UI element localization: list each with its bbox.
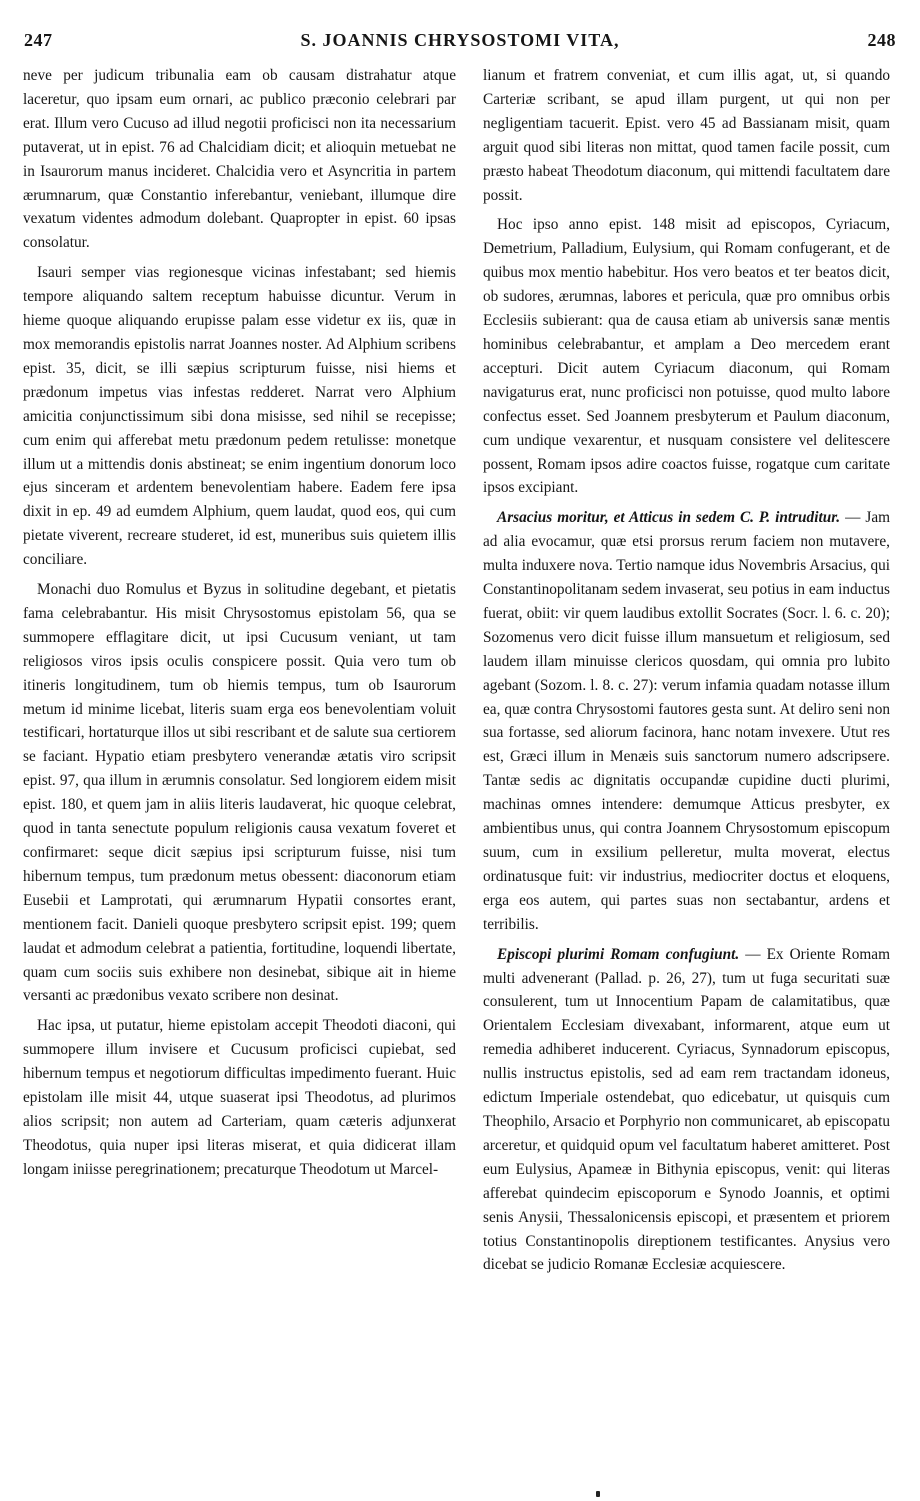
- section-heading-episcopi: Episcopi plurimi Romam confugiunt.: [497, 945, 740, 963]
- left-paragraph-3: Monachi duo Romulus et Byzus in solitudine degebant, et pietatis fama celebrabantur. His misit Chrysostomus epistolam 56, qua se summopere efflagitare dicit, ut ipsi Cucusum veniant, ut tam religiosos viros ipsis oculis conspicere possit. Quia vero tum ob itineris longitudinem, tum ob hiemis tempus, tum ob Isaurorum metum id minime licebat, literis suam erga eos benevolentiam voluit testificari, hortaturque illos ut sibi rescribant et de salute sua certiorem se faciant. Hypatio etiam presbytero venerandæ ætatis viro scripsit epist. 97, qua illum in ærumnis consolatur. Sed longiorem eidem misit epist. 180, et quem jam in aliis literis laudaverat, hic quoque celebrat, quod in tanta senectute populum religionis causa vexatum foveret et confirmaret: seque dicit sæpius ipsi scripturum fuisse, nisi tum hibernum tempus, tum prædonum metus obessent: diaconorum etiam Eusebii et Lamprotati, qui ærumnarum Hypatii consortes erant, mentionem facit. Danieli quoque presbytero scripsit epist. 199; quem laudat et admodum celebrat a patientia, fortitudine, loquendi libertate, quam cum sociis suis exhibere non desinebat, sibique ait in hieme versanti ac prædonibus vexato scribere non desinat.: [23, 581, 456, 1005]
- right-paragraph-3-text: — Jam ad alia evocamur, quæ etsi prorsus rerum faciem non mutavere, multa induxere nova. Tertio namque idus Novembris Arsacius, qui Constantinopolitanam sedem invaserat, seu potius in eam inductus fuerat, obiit: vir quem laudibus extollit Socrates (Socr. l. 6. c. 20); Sozomenus vero dicit fuisse illum mansuetum et religiosum, sed laudem illam minuisse clericos quosdam, qui omnia pro lubito agebant (Sozom. l. 8. c. 27): verum infamia quadam notasse illum ea, quæ contra Chrysostomi fautores gesta sunt. At deliro seni non sua fortasse, sed aliorum facinora, hanc notam invexere. Utut res est, Græci illum in Menæis suis sanctorum numero adscripsere. Tantæ sedis ac dignitatis occupandæ cupidine ducti plurimi, machinas omnes intendere: demumque Atticus presbyter, ex ambientibus unus, qui contra Joannem Chrysostomum episcopum suum, cum in exsilium pelleretur, multa moverat, electus ordinatusque fuit: vir industrius, mediocriter doctus et eloquens, erga eos autem, qui partes suas non sectabantur, ardens et terribilis.: [483, 509, 890, 933]
- right-paragraph-1: lianum et fratrem conveniat, et cum illis agat, ut, si quando Carteriæ scribant, se apud illam purgent, ut qui non per negligentiam tacuerit. Epist. vero 45 ad Bassianam misit, quam arguit quod sibi literas non mittat, quod tamen facile possit, cum præsto habeat Theodotum diaconum, qui mittendi facultatem dare possit.: [483, 67, 890, 204]
- page-number-right: 248: [867, 30, 896, 50]
- right-paragraph-2: Hoc ipso anno epist. 148 misit ad episcopos, Cyriacum, Demetrium, Palladium, Eulysium, qui Romam confugerant, et de quibus mox mentio habebitur. Hos vero beatos et ter beatos dicit, ob sudores, ærumnas, labores et pericula, quæ pro omnibus orbis Ecclesiis subierant: qua de causa etiam ab universis sanæ mentis hominibus celebrabantur, et amplam a Deo mercedem erant accepturi. Dicit autem Cyriacum diaconum, qui Romam navigaturus erat, nunc proficisci non potuisse, quod multo labore confectus esset. Sed Joannem presbyterum et Paulum diaconum, cum undique vexarentur, et nusquam consistere vel delitescere possent, Romam ipsos adire coactos fuisse, rogatque cum caritate ipsos excipiant.: [483, 216, 890, 497]
- right-paragraph-4-text: — Ex Oriente Romam multi advenerant (Pallad. p. 26, 27), tum ut fuga securitati suæ consulerent, tum ut Innocentium Papam de calamitatibus, quæ Orientalem Ecclesiam divexabant, informarent, atque eum ut remedia adhiberet inducerent. Cyriacus, Synnadorum episcopus, nullis instructus epistolis, sed ad eam rem tractandam idoneus, edictum Imperiale ostendebat, quo edicebatur, ut quisquis cum Theophilo, Arsacio et Porphyrio non communicaret, ab episcopatu arceretur, et quidquid opum vel facultatum haberet amitteret. Post eum Eulysius, Apameæ in Bithynia episcopus, venit: qui literas afferebat quindecim episcoporum e Synodo Joannis, et optimi senis Anysii, Thessalonicensis episcopi, et præsentem et priorem totius Constantinopolis direptionem testificantes. Anysius vero dicebat se judicio Romanæ Ecclesiæ acquiescere.: [483, 945, 890, 1274]
- right-paragraph-4: [483, 943, 890, 1278]
- right-paragraph-3: [483, 506, 890, 936]
- page-number-left: 247: [24, 30, 53, 50]
- left-paragraph-1: neve per judicum tribunalia eam ob causam distrahatur atque laceretur, quo ipsam eum ornari, ac publico præconio celebrari par erat. Illum vero Cucuso ad illud negotii proficisci non ita necessarium putaverat, ut in epist. 76 ad Chalcidiam dicit; et alioquin metuebat ne in Isaurorum manus incideret. Chalcidia vero et Asyncritia in partem ærumnarum, quæ Constantio inferebantur, veniebant, illumque dire vexatum videntes admodum dolebant. Quapropter in epist. 60 ipsas consolatur.: [23, 67, 456, 252]
- section-heading-arsacius: Arsacius moritur, et Atticus in sedem C. P. intruditur.: [497, 509, 841, 527]
- running-title: S. JOANNIS CHRYSOSTOMI VITA,: [300, 30, 620, 50]
- left-paragraph-4: Hac ipsa, ut putatur, hieme epistolam accepit Theodoti diaconi, qui summopere illum invisere et Cucusum proficisci cupiebat, sed hibernum tempus et negotiorum difficultas impedimento fuerant. Huic epistolam ille misit 44, utque suaserat ipsi Theodotus, ad plurimos alios scripsit; non autem ad Carteriam, quam cæteris adjunxerat Theodotus, quia nuper ipsi literas miserat, et quia didicerat illam longam iniisse peregrinationem; precaturque Theodotum ut Marcel-: [23, 1017, 456, 1178]
- left-column: [23, 64, 456, 1473]
- left-paragraph-2: Isauri semper vias regionesque vicinas infestabant; sed hiemis tempore aliquando saltem receptum habuisse dicuntur. Verum in hieme quoque aliquando erupisse palam esse videtur ex iis, quæ in mox memorandis epistolis narrat Joannes noster. Ad Alphium scribens epist. 35, dicit, se illi sæpius scripturum fuisse, nisi hiems et prædonum impetus vias infestas redderet. Narrat vero Alphium amicitia conjunctissimum sibi dona misisse, sed nihil se recepisse; cum enim qui afferebat metu prædonum pedem retulisse: monetque illum ut a mittendis donis abstineat; se enim ingentium donorum loco ejus sinceram et ardentem benevolentiam habere. Eadem fere ipsa dixit in ep. 49 ad eumdem Alphium, quem laudat, quod eos, qui cum pietate viverent, recreare studeret, id est, muneribus suis quietem illis conciliare.: [23, 264, 456, 569]
- print-mark: [596, 1491, 600, 1497]
- right-column: [483, 64, 890, 1473]
- page-header: [0, 30, 920, 56]
